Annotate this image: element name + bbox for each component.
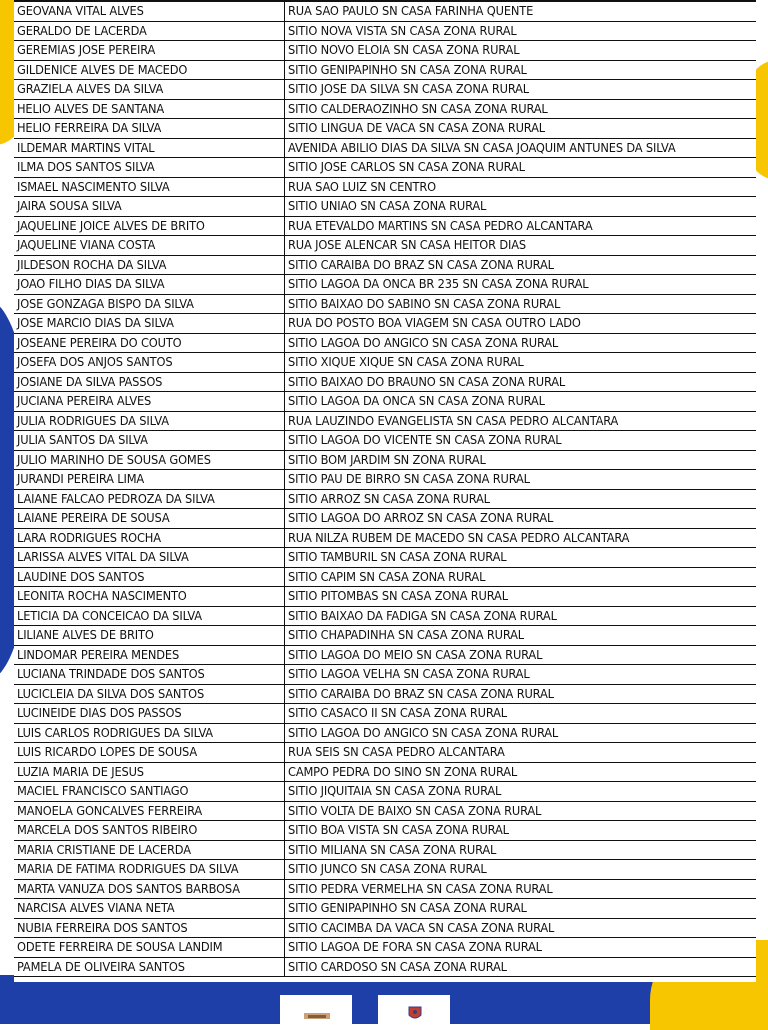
name-cell: GILDENICE ALVES DE MACEDO — [17, 61, 188, 77]
table-row — [14, 217, 756, 237]
address-cell: SITIO JIQUITAIA SN CASA ZONA RURAL — [284, 782, 756, 801]
address-cell: SITIO CARAIBA DO BRAZ SN CASA ZONA RURAL — [284, 685, 756, 704]
footer-logo-left — [280, 995, 352, 1024]
address-cell: SITIO LINGUA DE VACA SN CASA ZONA RURAL — [284, 119, 756, 138]
address-cell: SITIO CASACO II SN CASA ZONA RURAL — [284, 704, 756, 723]
address-cell: SITIO LAGOA DO ARROZ SN CASA ZONA RURAL — [284, 509, 756, 528]
address-cell: SITIO XIQUE XIQUE SN CASA ZONA RURAL — [284, 353, 756, 372]
name-cell: LARA RODRIGUES ROCHA — [17, 529, 161, 545]
table-row — [14, 607, 756, 627]
name-cell: JAIRA SOUSA SILVA — [17, 198, 122, 213]
address-cell: SITIO LAGOA DO ANGICO SN CASA ZONA RURAL — [284, 334, 756, 353]
address-cell: SITIO PAU DE BIRRO SN CASA ZONA RURAL — [284, 470, 756, 489]
table-row — [14, 646, 756, 666]
address-cell: SITIO CALDERAOZINHO SN CASA ZONA RURAL — [284, 100, 756, 119]
name-cell: PAMELA DE OLIVEIRA SANTOS — [17, 958, 185, 974]
name-cell: LAUDINE DOS SANTOS — [17, 568, 145, 584]
address-cell: RUA SAO LUIZ SN CENTRO — [284, 178, 756, 197]
address-cell: SITIO LAGOA DO MEIO SN CASA ZONA RURAL — [284, 646, 756, 665]
table-row — [14, 626, 756, 646]
name-cell: JUCIANA PEREIRA ALVES — [17, 393, 152, 408]
name-cell: JAQUELINE JOICE ALVES DE BRITO — [17, 217, 205, 233]
name-cell: HELIO ALVES DE SANTANA — [17, 100, 165, 116]
name-cell: JAQUELINE VIANA COSTA — [17, 237, 156, 252]
table-row — [14, 958, 756, 978]
table-row — [14, 899, 756, 919]
table-row — [14, 509, 756, 529]
address-cell: SITIO GENIPAPINHO SN CASA ZONA RURAL — [284, 61, 756, 80]
table-row — [14, 61, 756, 81]
table-row — [14, 2, 756, 22]
address-cell: RUA ETEVALDO MARTINS SN CASA PEDRO ALCANTARA — [284, 217, 756, 236]
document-sheet — [14, 0, 756, 982]
table-row — [14, 178, 756, 198]
name-cell: JOSIANE DA SILVA PASSOS — [17, 373, 163, 389]
table-row — [14, 197, 756, 217]
name-cell: LUCICLEIA DA SILVA DOS SANTOS — [17, 685, 205, 701]
name-cell: MARIA CRISTIANE DE LACERDA — [17, 841, 191, 857]
address-cell: SITIO JUNCO SN CASA ZONA RURAL — [284, 860, 756, 879]
table-row — [14, 938, 756, 958]
name-cell: JOSE MARCIO DIAS DA SILVA — [17, 315, 174, 330]
name-cell: LAIANE PEREIRA DE SOUSA — [17, 510, 170, 525]
table-row — [14, 314, 756, 334]
name-cell: LUCINEIDE DIAS DOS PASSOS — [17, 705, 182, 720]
address-cell: AVENIDA ABILIO DIAS DA SILVA SN CASA JOAQUIM ANTUNES DA SILVA — [284, 139, 756, 158]
table-row — [14, 763, 756, 783]
name-cell: MARCELA DOS SANTOS RIBEIRO — [17, 822, 198, 837]
table-row — [14, 256, 756, 276]
table-row — [14, 821, 756, 841]
address-cell: SITIO LAGOA DE FORA SN CASA ZONA RURAL — [284, 938, 756, 957]
name-cell: GEREMIAS JOSE PEREIRA — [17, 42, 156, 57]
table-row — [14, 860, 756, 880]
name-cell: JOAO FILHO DIAS DA SILVA — [17, 276, 165, 291]
table-row — [14, 431, 756, 451]
table-row — [14, 548, 756, 568]
table-row — [14, 275, 756, 295]
table-row — [14, 295, 756, 315]
table-row — [14, 373, 756, 393]
table-row — [14, 704, 756, 724]
address-cell: SITIO PEDRA VERMELHA SN CASA ZONA RURAL — [284, 880, 756, 899]
address-cell: SITIO LAGOA DA ONCA SN CASA ZONA RURAL — [284, 392, 756, 411]
table-row — [14, 919, 756, 939]
name-cell: LILIANE ALVES DE BRITO — [17, 627, 154, 642]
table-row — [14, 100, 756, 120]
name-cell: ODETE FERREIRA DE SOUSA LANDIM — [17, 939, 223, 954]
address-cell: SITIO BAIXAO DO BRAUNO SN CASA ZONA RURAL — [284, 373, 756, 392]
name-cell: JOSEANE PEREIRA DO COUTO — [17, 334, 182, 350]
address-cell: SITIO MILIANA SN CASA ZONA RURAL — [284, 841, 756, 860]
address-cell: RUA LAUZINDO EVANGELISTA SN CASA PEDRO ALCANTARA — [284, 412, 756, 431]
name-cell: MACIEL FRANCISCO SANTIAGO — [17, 783, 189, 798]
name-cell: GERALDO DE LACERDA — [17, 22, 147, 38]
address-cell: RUA SAO PAULO SN CASA FARINHA QUENTE — [284, 2, 756, 21]
address-cell: SITIO CARDOSO SN CASA ZONA RURAL — [284, 958, 756, 977]
name-cell: JILDESON ROCHA DA SILVA — [17, 256, 167, 272]
address-cell: SITIO CARAIBA DO BRAZ SN CASA ZONA RURAL — [284, 256, 756, 275]
name-cell: HELIO FERREIRA DA SILVA — [17, 120, 162, 135]
name-cell: ILDEMAR MARTINS VITAL — [17, 139, 155, 155]
address-cell: SITIO LAGOA DO ANGICO SN CASA ZONA RURAL — [284, 724, 756, 743]
table-row — [14, 22, 756, 42]
logo-emblem-icon — [302, 1003, 332, 1021]
address-cell: RUA JOSE ALENCAR SN CASA HEITOR DIAS — [284, 236, 756, 255]
address-cell: RUA NILZA RUBEM DE MACEDO SN CASA PEDRO ALCANTARA — [284, 529, 756, 548]
name-cell: LUIS RICARDO LOPES DE SOUSA — [17, 744, 198, 759]
table-row — [14, 236, 756, 256]
table-row — [14, 724, 756, 744]
address-cell: SITIO JOSE DA SILVA SN CASA ZONA RURAL — [284, 80, 756, 99]
table-row — [14, 880, 756, 900]
name-cell: MARTA VANUZA DOS SANTOS BARBOSA — [17, 880, 240, 896]
footer-logo-right — [378, 995, 450, 1024]
name-cell: LUCIANA TRINDADE DOS SANTOS — [17, 666, 205, 681]
table-row — [14, 158, 756, 178]
name-cell: LUZIA MARIA DE JESUS — [17, 763, 144, 779]
name-cell: LETICIA DA CONCEICAO DA SILVA — [17, 607, 202, 623]
name-cell: LAIANE FALCAO PEDROZA DA SILVA — [17, 490, 215, 506]
address-cell: SITIO LAGOA VELHA SN CASA ZONA RURAL — [284, 665, 756, 684]
table-row — [14, 119, 756, 139]
address-cell: SITIO UNIAO SN CASA ZONA RURAL — [284, 197, 756, 216]
table-row — [14, 451, 756, 471]
table-row — [14, 841, 756, 861]
name-cell: JOSE GONZAGA BISPO DA SILVA — [17, 295, 194, 311]
name-cell: ISMAEL NASCIMENTO SILVA — [17, 178, 170, 194]
address-cell: SITIO CACIMBA DA VACA SN CASA ZONA RURAL — [284, 919, 756, 938]
address-cell: SITIO ARROZ SN CASA ZONA RURAL — [284, 490, 756, 509]
table-row — [14, 782, 756, 802]
address-cell: SITIO PITOMBAS SN CASA ZONA RURAL — [284, 587, 756, 606]
address-cell: SITIO GENIPAPINHO SN CASA ZONA RURAL — [284, 899, 756, 918]
name-cell: JULIA SANTOS DA SILVA — [17, 432, 148, 447]
address-cell: SITIO BAIXAO DA FADIGA SN CASA ZONA RURAL — [284, 607, 756, 626]
name-cell: NUBIA FERREIRA DOS SANTOS — [17, 919, 188, 935]
address-cell: SITIO BAIXAO DO SABINO SN CASA ZONA RURAL — [284, 295, 756, 314]
address-cell: SITIO BOM JARDIM SN ZONA RURAL — [284, 451, 756, 470]
name-cell: JULIO MARINHO DE SOUSA GOMES — [17, 451, 211, 467]
name-cell: NARCISA ALVES VIANA NETA — [17, 900, 175, 915]
table-row — [14, 743, 756, 763]
address-cell: SITIO CAPIM SN CASA ZONA RURAL — [284, 568, 756, 587]
table-row — [14, 802, 756, 822]
table-row — [14, 568, 756, 588]
address-cell: SITIO NOVA VISTA SN CASA ZONA RURAL — [284, 22, 756, 41]
coat-of-arms-icon — [400, 1003, 430, 1021]
address-cell: SITIO TAMBURIL SN CASA ZONA RURAL — [284, 548, 756, 567]
table-row — [14, 80, 756, 100]
name-cell: JURANDI PEREIRA LIMA — [17, 471, 145, 486]
name-cell: LEONITA ROCHA NASCIMENTO — [17, 588, 187, 603]
table-row — [14, 587, 756, 607]
table-row — [14, 665, 756, 685]
address-cell: SITIO VOLTA DE BAIXO SN CASA ZONA RURAL — [284, 802, 756, 821]
table-row — [14, 529, 756, 549]
beneficiary-table — [14, 0, 756, 977]
name-cell: GEOVANA VITAL ALVES — [17, 3, 144, 18]
table-row — [14, 470, 756, 490]
address-cell: SITIO LAGOA DO VICENTE SN CASA ZONA RURAL — [284, 431, 756, 450]
table-row — [14, 490, 756, 510]
address-cell: RUA SEIS SN CASA PEDRO ALCANTARA — [284, 743, 756, 762]
name-cell: JULIA RODRIGUES DA SILVA — [17, 412, 169, 428]
name-cell: ILMA DOS SANTOS SILVA — [17, 159, 155, 174]
name-cell: MANOELA GONCALVES FERREIRA — [17, 802, 202, 818]
name-cell: GRAZIELA ALVES DA SILVA — [17, 81, 164, 96]
address-cell: SITIO CHAPADINHA SN CASA ZONA RURAL — [284, 626, 756, 645]
table-row — [14, 685, 756, 705]
address-cell: SITIO LAGOA DA ONCA BR 235 SN CASA ZONA RURAL — [284, 275, 756, 294]
name-cell: MARIA DE FATIMA RODRIGUES DA SILVA — [17, 861, 239, 876]
table-row — [14, 353, 756, 373]
address-cell: SITIO NOVO ELOIA SN CASA ZONA RURAL — [284, 41, 756, 60]
table-row — [14, 392, 756, 412]
address-cell: SITIO BOA VISTA SN CASA ZONA RURAL — [284, 821, 756, 840]
table-row — [14, 139, 756, 159]
address-cell: CAMPO PEDRA DO SINO SN ZONA RURAL — [284, 763, 756, 782]
address-cell: SITIO JOSE CARLOS SN CASA ZONA RURAL — [284, 158, 756, 177]
table-row — [14, 334, 756, 354]
table-row — [14, 412, 756, 432]
name-cell: LARISSA ALVES VITAL DA SILVA — [17, 549, 189, 564]
address-cell: RUA DO POSTO BOA VIAGEM SN CASA OUTRO LADO — [284, 314, 756, 333]
name-cell: LINDOMAR PEREIRA MENDES — [17, 646, 180, 662]
name-cell: LUIS CARLOS RODRIGUES DA SILVA — [17, 724, 213, 740]
table-row — [14, 41, 756, 61]
name-cell: JOSEFA DOS ANJOS SANTOS — [17, 354, 173, 369]
